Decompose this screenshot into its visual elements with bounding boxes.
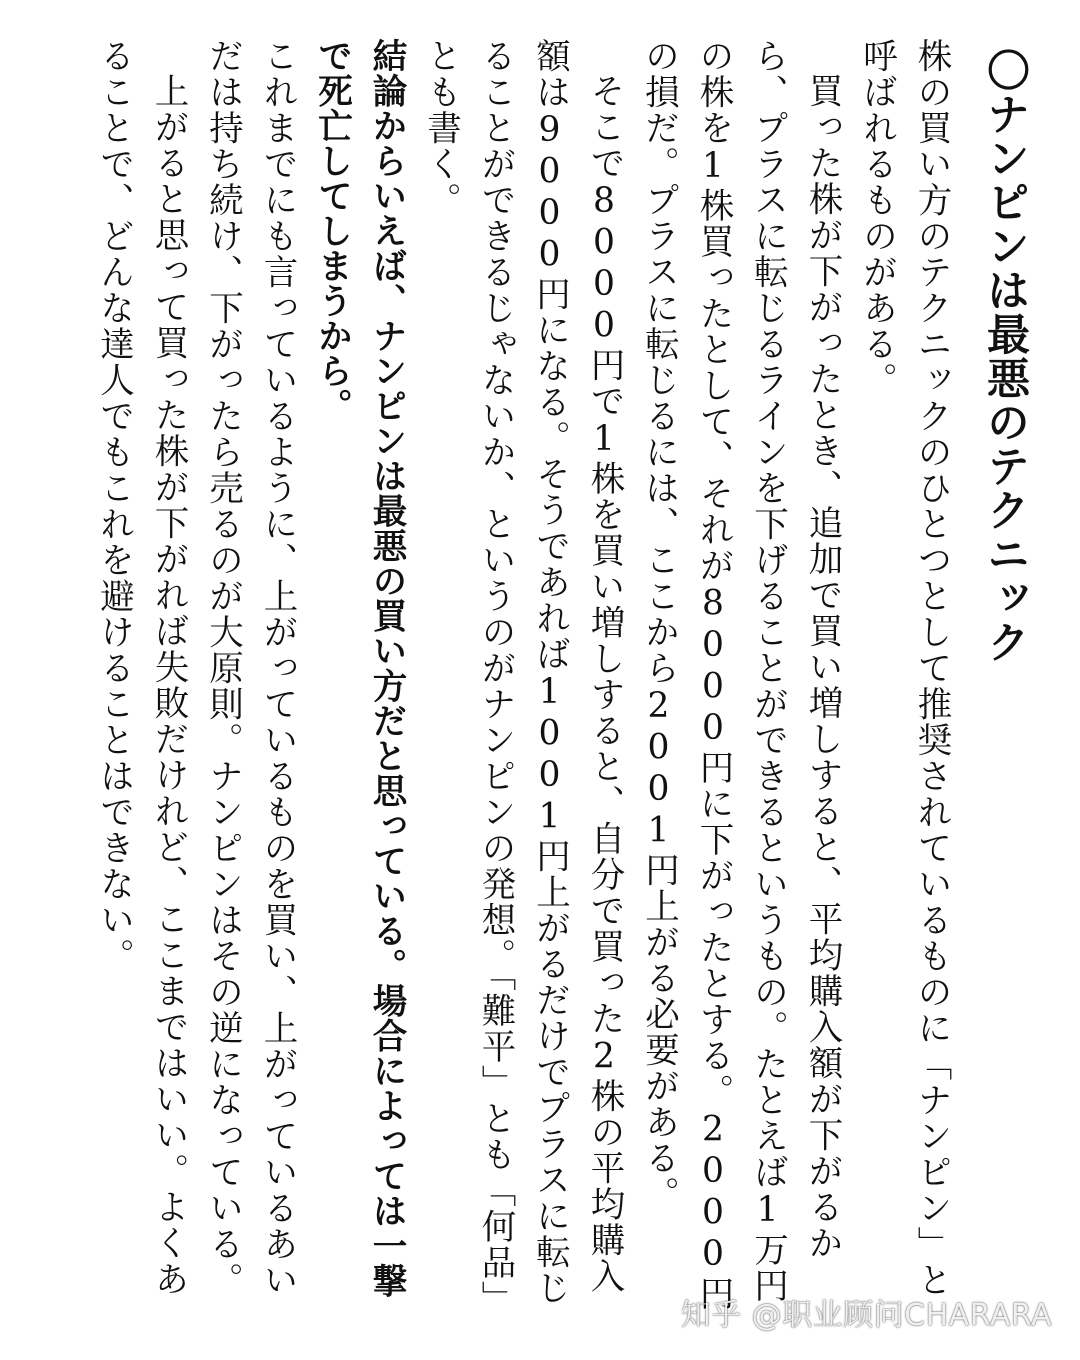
paragraph-example: 買った株が下がったとき、追加で買い増しすると、平均購入額が下がるから、プラスに転じるラインを下げることができるというもの。たとえば1万円の株を1株買ったとして、それが8000円に下がったとする。2000円の損だ。プラスに転じるには、ここから2001円上がる必要がある。 bbox=[638, 38, 842, 1312]
paragraph-failure: 上がると思って買った株が下がれば失敗だけれど、ここまではいい。よくあることで、どんな達人でもこれを避けることはできない。 bbox=[93, 38, 188, 1297]
paragraph-conclusion: 結論からいえば、ナンピンは最悪の買い方だと思っている。場合によっては一撃で死亡してしまうから。 bbox=[311, 38, 406, 1298]
paragraph-principle: これまでにも言っているように、上がっているものを買い、上がっているあいだは持ち続け、下がったら売るのが大原則。ナンピンはその逆になっている。 bbox=[202, 38, 297, 1298]
paragraph-intro: 株の買い方のテクニックのひとつとして推奨されているものに「ナンピン」と呼ばれるものがある。 bbox=[856, 38, 951, 1298]
vertical-text-column-block bbox=[86, 38, 1030, 1328]
section-heading: 〇ナンピンは最悪のテクニック bbox=[980, 48, 1030, 664]
watermark-text: 知乎 @职业顾问CHARARA bbox=[680, 1298, 1052, 1333]
paragraph-averaging: そこで8000円で1株を買い増しすると、自分で買った2株の平均購入額は9000円になる。そうであれば1001円上がるだけでプラスに転じることができるじゃないか、というのがナンピンの発想。「難平」とも「何品」とも書く。 bbox=[420, 38, 624, 1317]
